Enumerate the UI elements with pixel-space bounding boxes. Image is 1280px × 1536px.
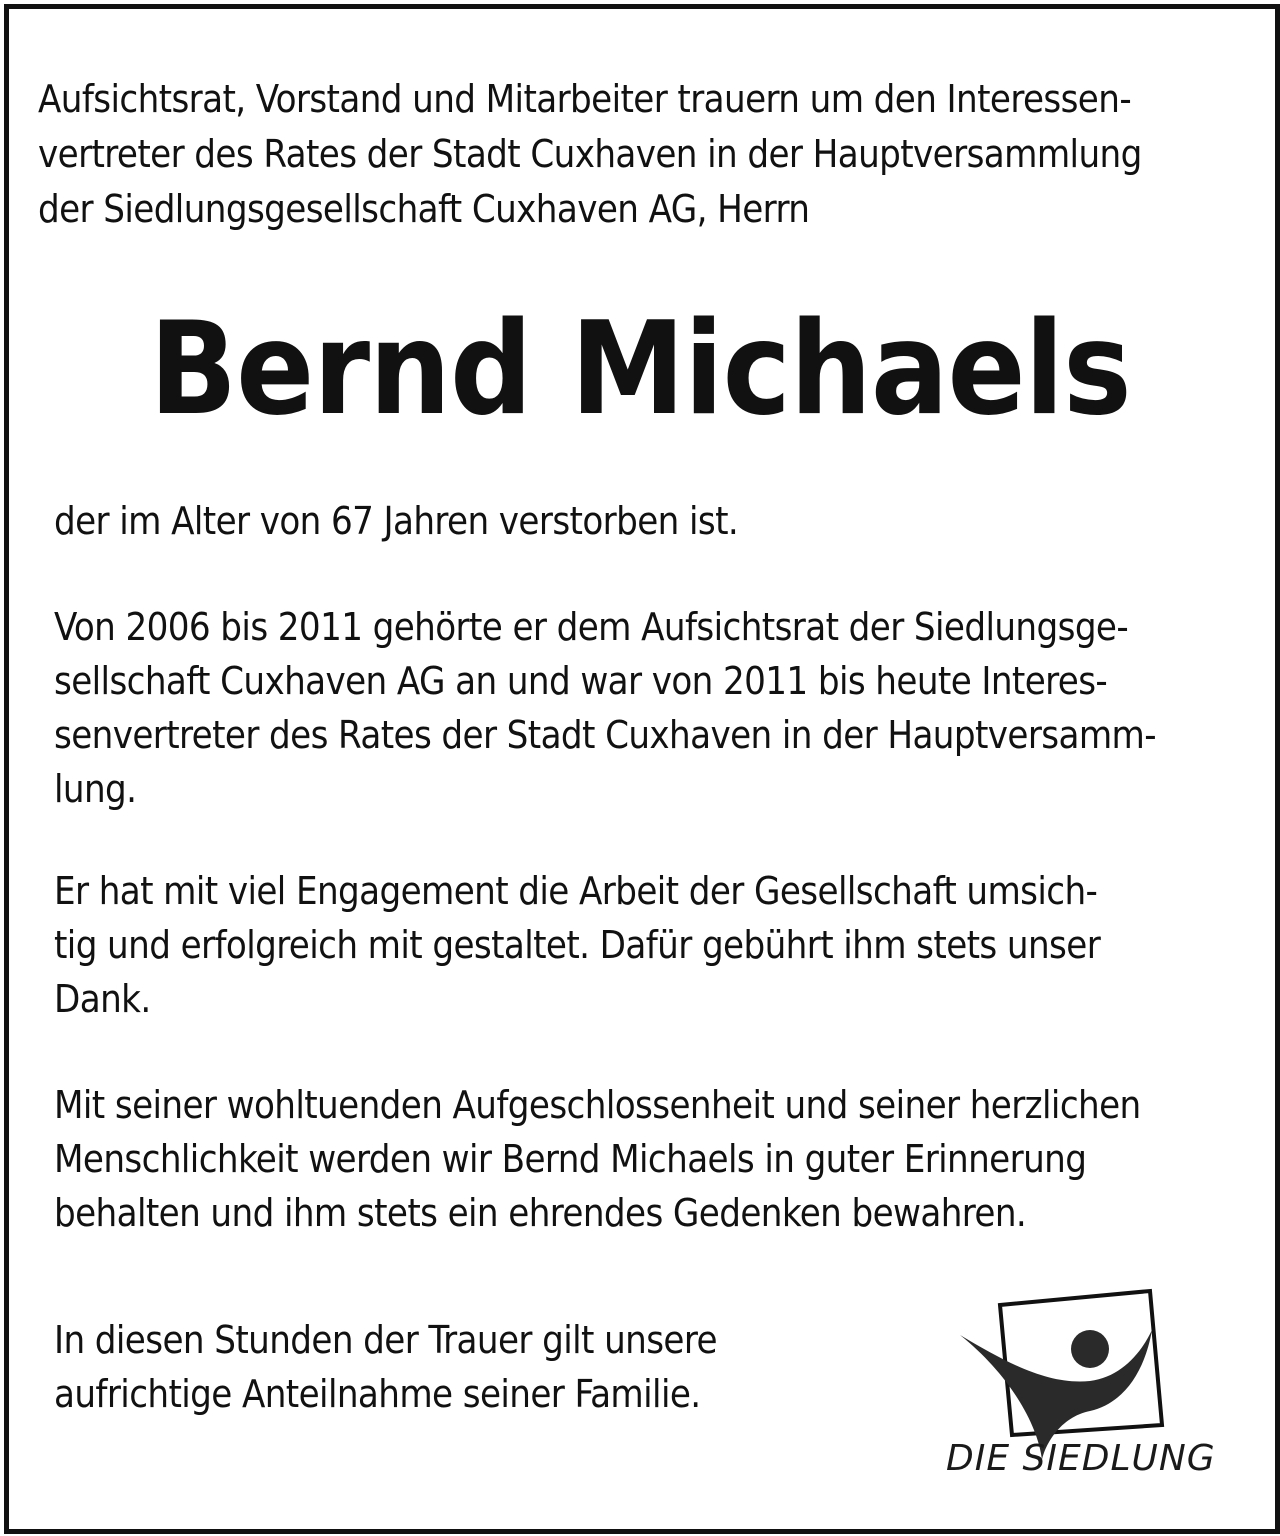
deceased-name: Bernd Michaels (149, 295, 1131, 444)
career-paragraph: Von 2006 bis 2011 gehörte er dem Aufsichtsrat der Siedlungsge- sellschaft Cuxhaven AG an und war von 2011 bis heute Interes- senvertreter des Rates der Stadt Cuxhaven in der Hauptversamm- lung. (54, 605, 1157, 811)
condolence-paragraph: In diesen Stunden der Trauer gilt unsere aufrichtige Anteilnahme seiner Familie. (54, 1318, 717, 1416)
logo-wordmark: DIE SIEDLUNG (946, 1438, 1216, 1479)
memory-paragraph: Mit seiner wohltuenden Aufgeschlossenheit und seiner herzlichen Menschlichkeit werden wir Bernd Michaels in guter Erinnerung behalten und ihm stets ein ehrendes Gedenken bewahren. (54, 1083, 1141, 1235)
age-paragraph: der im Alter von 67 Jahren verstorben ist. (54, 499, 739, 543)
logo-head (1071, 1330, 1109, 1368)
intro-text: Aufsichtsrat, Vorstand und Mitarbeiter trauern um den Interessen- vertreter des Rates der Stadt Cuxhaven in der Hauptversammlung der Siedlungsgesellschaft Cuxhaven AG, Herrn (38, 77, 1142, 231)
thanks-paragraph: Er hat mit viel Engagement die Arbeit der Gesellschaft umsich- tig und erfolgreich mit gestaltet. Dafür gebührt ihm stets unser Dank. (54, 869, 1101, 1021)
